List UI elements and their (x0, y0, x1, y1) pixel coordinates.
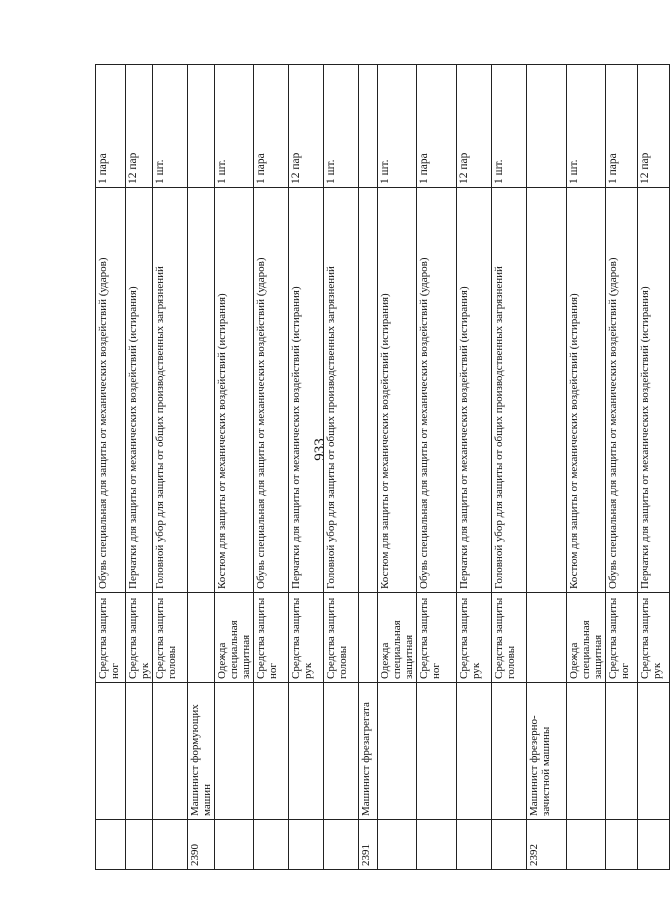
cell-item: Обувь специальная для защиты от механических воздействий (ударов) (96, 188, 126, 593)
cell-type: Средства защиты рук (457, 593, 492, 683)
cell-prof (492, 683, 527, 820)
cell-type: Одежда специальная защитная (378, 593, 417, 683)
cell-item: Перчатки для защиты от механических воздействий (истирания) (457, 188, 492, 593)
cell-type: Одежда специальная защитная (215, 593, 254, 683)
table-row (567, 65, 606, 870)
cell-type: Средства защиты ног (96, 593, 126, 683)
cell-qty: 1 пара (254, 65, 289, 188)
cell-prof (96, 683, 126, 820)
cell-prof (153, 683, 188, 820)
cell-prof (289, 683, 324, 820)
table-row (126, 65, 153, 870)
cell-qty: 1 пара (606, 65, 638, 188)
cell-num (378, 820, 417, 870)
cell-item (188, 188, 215, 593)
cell-item (527, 188, 567, 593)
cell-prof (254, 683, 289, 820)
table-row (215, 65, 254, 870)
cell-item: Костюм для защиты от механических воздействий (истирания) (378, 188, 417, 593)
cell-num (417, 820, 457, 870)
cell-qty: 12 пар (289, 65, 324, 188)
cell-prof: Машинист фрезагрегата (359, 683, 378, 820)
cell-qty: 1 шт. (492, 65, 527, 188)
cell-item: Перчатки для защиты от механических воздействий (истирания) (289, 188, 324, 593)
cell-qty: 1 пара (96, 65, 126, 188)
cell-prof (417, 683, 457, 820)
cell-type: Одежда специальная защитная (567, 593, 606, 683)
cell-type: Средства защиты головы (153, 593, 188, 683)
cell-num (126, 820, 153, 870)
cell-item: Костюм для защиты от механических воздействий (истирания) (215, 188, 254, 593)
table-row (289, 65, 324, 870)
cell-num (492, 820, 527, 870)
cell-qty: 1 шт. (567, 65, 606, 188)
table-row (254, 65, 289, 870)
cell-qty: 1 шт. (324, 65, 359, 188)
cell-prof (215, 683, 254, 820)
cell-item: Перчатки для защиты от механических воздействий (истирания) (126, 188, 153, 593)
table-row-profession (188, 65, 215, 870)
cell-num (289, 820, 324, 870)
cell-num (638, 820, 670, 870)
cell-prof (567, 683, 606, 820)
cell-qty: 1 шт. (153, 65, 188, 188)
cell-prof: Машинист фрезерно-зачистной машины (527, 683, 567, 820)
cell-item: Обувь специальная для защиты от механических воздействий (ударов) (606, 188, 638, 593)
cell-item: Обувь специальная для защиты от механических воздействий (ударов) (417, 188, 457, 593)
cell-num (215, 820, 254, 870)
cell-type (188, 593, 215, 683)
table-row (96, 65, 126, 870)
cell-num (457, 820, 492, 870)
cell-qty: 12 пар (638, 65, 670, 188)
cell-num (96, 820, 126, 870)
cell-num (153, 820, 188, 870)
cell-prof: Машинист формующих машин (188, 683, 215, 820)
cell-num: 2390 (188, 820, 215, 870)
cell-item: Перчатки для защиты от механических воздействий (истирания) (638, 188, 670, 593)
cell-item: Костюм для защиты от механических воздействий (истирания) (567, 188, 606, 593)
cell-prof (324, 683, 359, 820)
ppe-norms-table (95, 64, 670, 870)
cell-prof (638, 683, 670, 820)
cell-qty (359, 65, 378, 188)
cell-item: Головной убор для защиты от общих производственных загрязнений (324, 188, 359, 593)
cell-prof (126, 683, 153, 820)
cell-num: 2391 (359, 820, 378, 870)
cell-type (359, 593, 378, 683)
cell-qty: 12 пар (457, 65, 492, 188)
cell-item: Обувь специальная для защиты от механических воздействий (ударов) (254, 188, 289, 593)
table-row-profession (527, 65, 567, 870)
cell-prof (378, 683, 417, 820)
cell-type: Средства защиты рук (289, 593, 324, 683)
cell-type: Средства защиты ног (254, 593, 289, 683)
cell-num (324, 820, 359, 870)
cell-prof (457, 683, 492, 820)
cell-type: Средства защиты ног (417, 593, 457, 683)
cell-qty (527, 65, 567, 188)
cell-item: Головной убор для защиты от общих производственных загрязнений (153, 188, 188, 593)
page-number-text: 933 (311, 438, 328, 461)
cell-qty (188, 65, 215, 188)
cell-qty: 12 пар (126, 65, 153, 188)
ppe-table-container (95, 65, 663, 870)
cell-qty: 1 шт. (378, 65, 417, 188)
cell-type: Средства защиты рук (126, 593, 153, 683)
cell-prof (606, 683, 638, 820)
cell-num: 2392 (527, 820, 567, 870)
table-row (492, 65, 527, 870)
table-row-profession (359, 65, 378, 870)
table-row (606, 65, 638, 870)
cell-num (254, 820, 289, 870)
table-row (324, 65, 359, 870)
cell-num (567, 820, 606, 870)
table-row (417, 65, 457, 870)
cell-type: Средства защиты головы (492, 593, 527, 683)
table-body (96, 65, 670, 870)
table-row (457, 65, 492, 870)
table-row (153, 65, 188, 870)
cell-type (527, 593, 567, 683)
cell-num (606, 820, 638, 870)
cell-type: Средства защиты ног (606, 593, 638, 683)
cell-item (359, 188, 378, 593)
cell-type: Средства защиты головы (324, 593, 359, 683)
cell-type: Средства защиты рук (638, 593, 670, 683)
table-row (378, 65, 417, 870)
cell-item: Головной убор для защиты от общих производственных загрязнений (492, 188, 527, 593)
cell-qty: 1 пара (417, 65, 457, 188)
cell-qty: 1 шт. (215, 65, 254, 188)
table-row (638, 65, 670, 870)
